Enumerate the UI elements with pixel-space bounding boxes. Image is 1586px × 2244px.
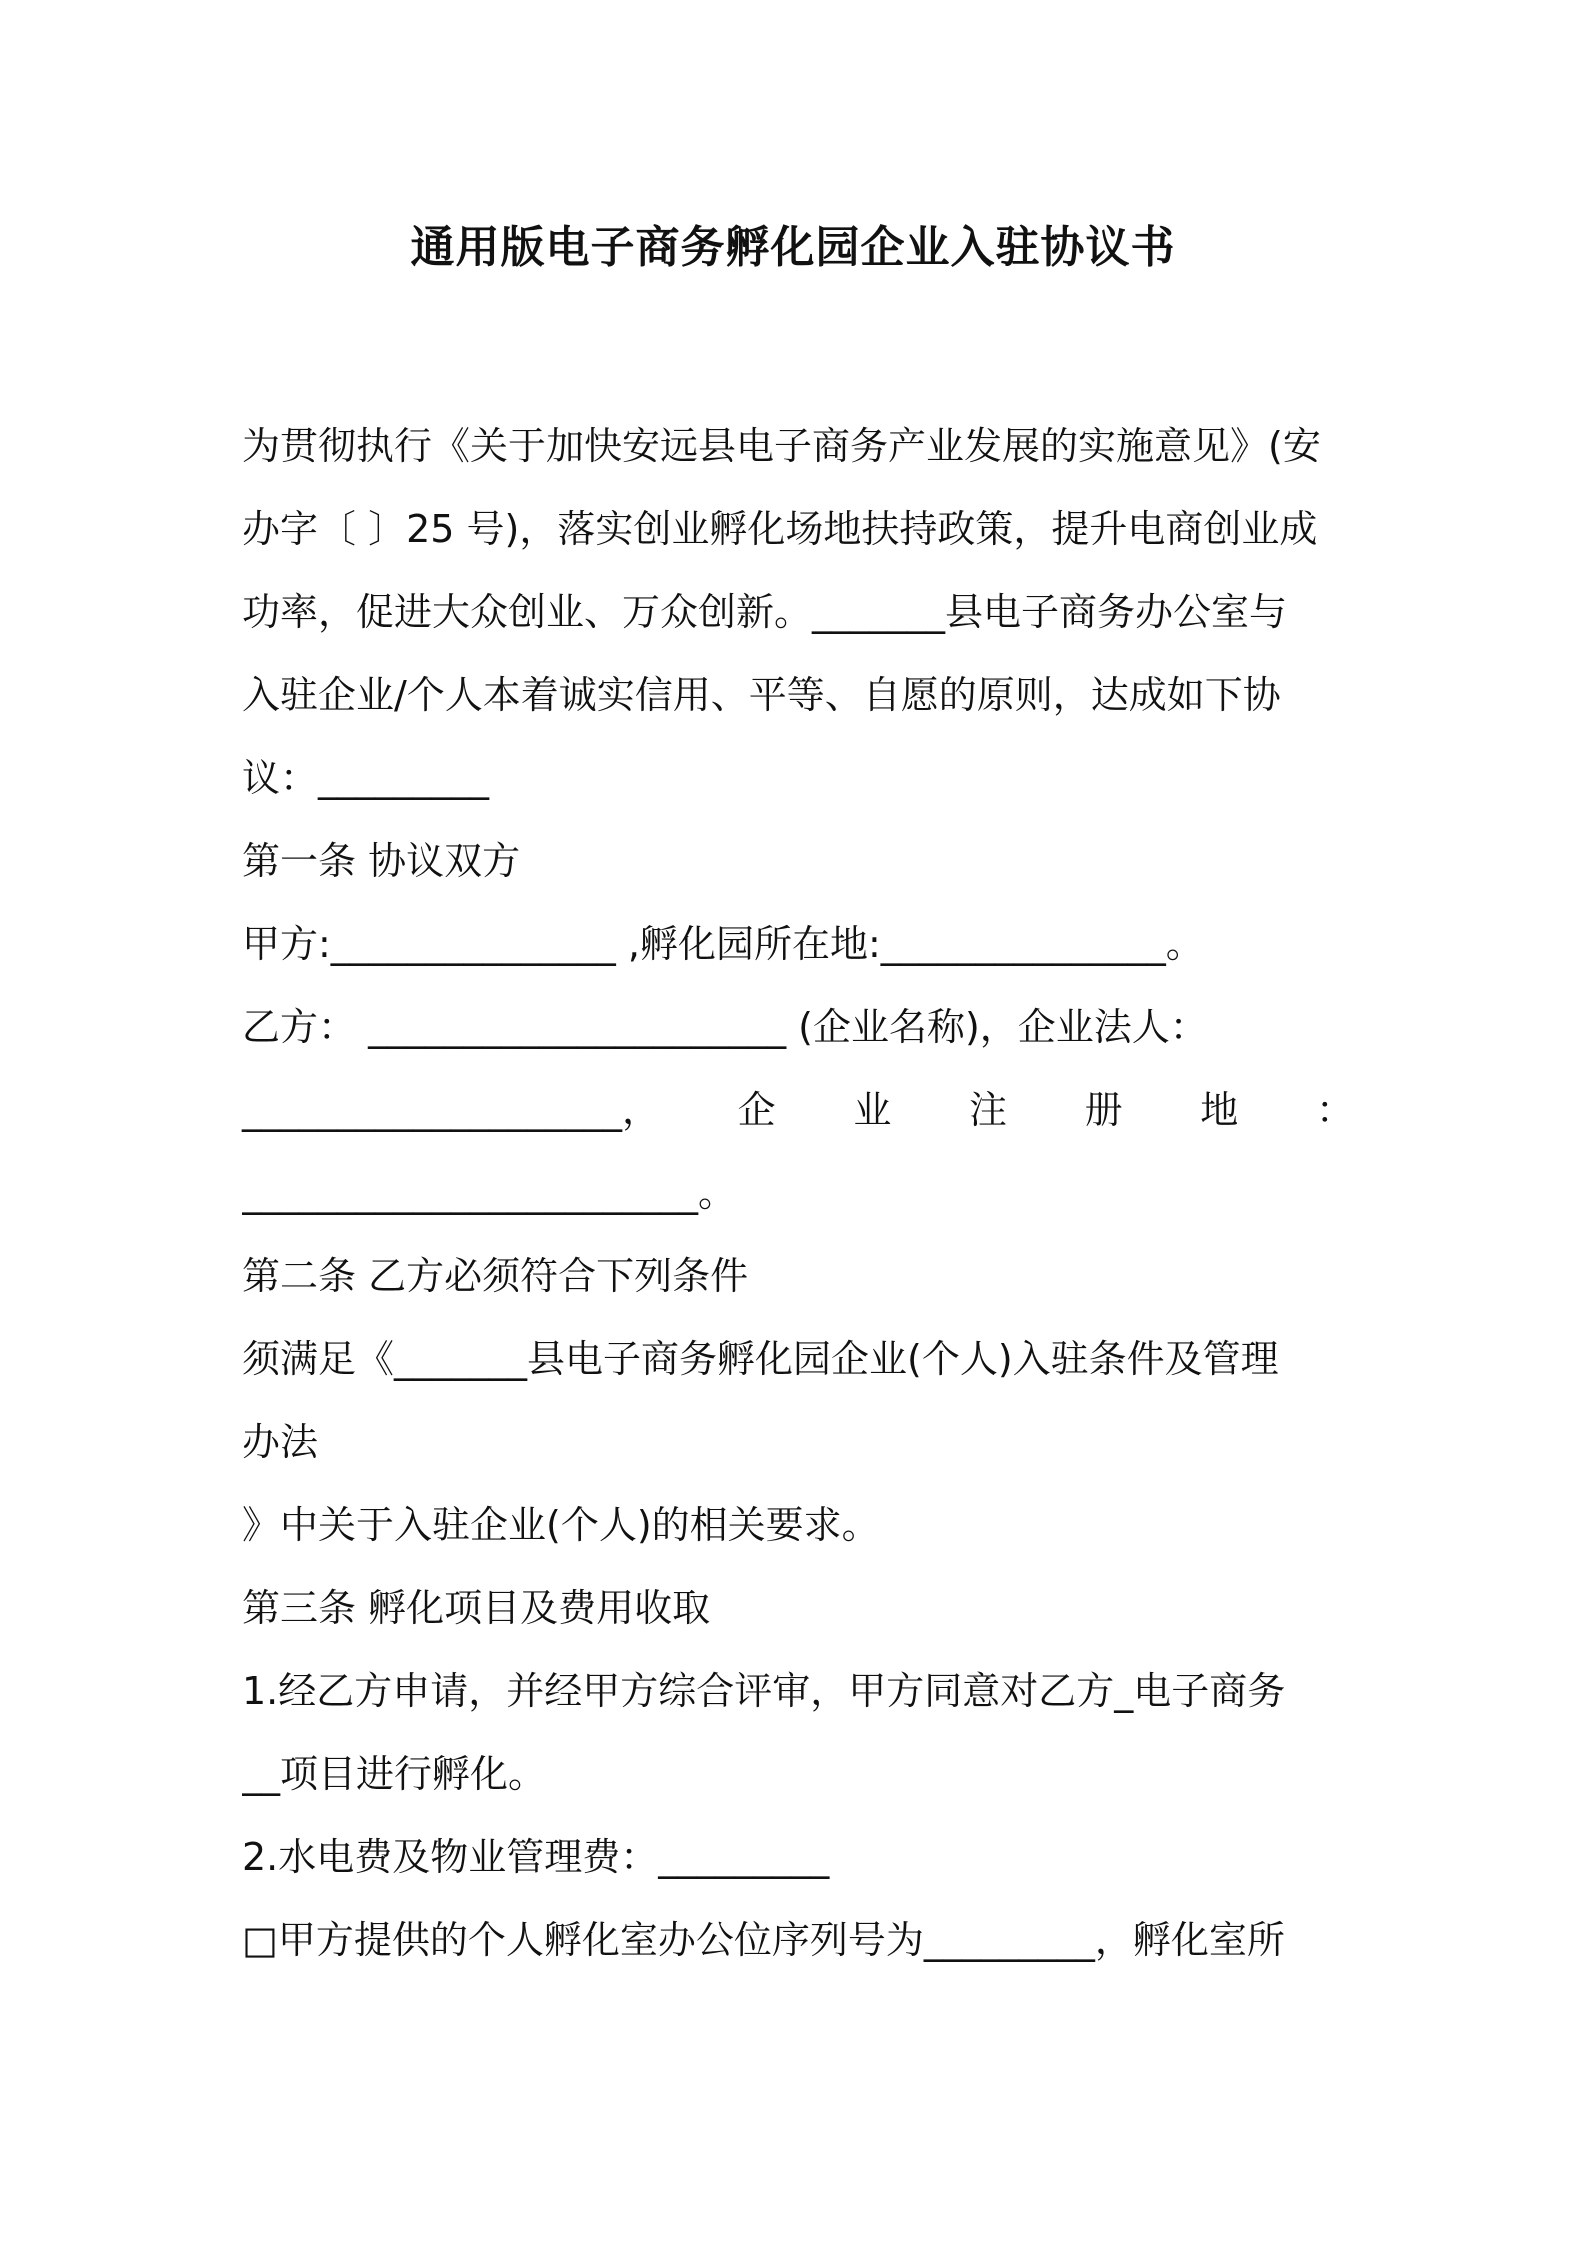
party-a-line: 甲方:_______________ ,孵化园所在地:_______________。 <box>242 922 1204 966</box>
paragraph-line: ________________________。 <box>242 1171 737 1215</box>
paragraph-line: 办字〔 〕25 号)，落实创业孵化场地扶持政策，提升电商创业成 <box>242 507 1318 551</box>
paragraph-line: 2.水电费及物业管理费：_________ <box>242 1835 830 1879</box>
document-body <box>242 405 1354 1982</box>
registered-address-line <box>242 1069 1354 1152</box>
article-2-heading: 第二条 乙方必须符合下列条件 <box>242 1254 749 1298</box>
article-1-heading: 第一条 协议双方 <box>242 839 521 883</box>
document-title: 通用版电子商务孵化园企业入驻协议书 <box>410 222 1176 273</box>
spread-char: ： <box>1315 1088 1354 1132</box>
spread-char: 企 <box>737 1088 776 1132</box>
paragraph-line: 办法 <box>242 1420 319 1464</box>
paragraph-line: 1.经乙方申请，并经甲方综合评审，甲方同意对乙方_电子商务 <box>242 1669 1286 1713</box>
spread-char: 业 <box>853 1088 892 1132</box>
paragraph-line: 入驻企业/个人本着诚实信用、平等、自愿的原则，达成如下协 <box>242 673 1281 717</box>
paragraph-line: 功率，促进大众创业、万众创新。_______县电子商务办公室与 <box>242 590 1288 634</box>
article-3-heading: 第三条 孵化项目及费用收取 <box>242 1586 711 1630</box>
legal-person-blank: ____________________， <box>242 1088 661 1132</box>
checkbox-line: □甲方提供的个人孵化室办公位序列号为_________，孵化室所 <box>242 1918 1285 1962</box>
paragraph-line: __项目进行孵化。 <box>242 1752 547 1796</box>
spread-char: 册 <box>1084 1088 1123 1132</box>
spread-char: 地 <box>1200 1088 1239 1132</box>
spread-char: 注 <box>968 1088 1007 1132</box>
paragraph-line: 议：_________ <box>242 756 490 800</box>
party-b-line: 乙方： ______________________ (企业名称)，企业法人： <box>242 1005 1208 1049</box>
paragraph-line: 须满足《_______县电子商务孵化园企业(个人)入驻条件及管理 <box>242 1337 1279 1381</box>
paragraph-line: 》中关于入驻企业(个人)的相关要求。 <box>242 1503 880 1547</box>
paragraph-line: 为贯彻执行《关于加快安远县电子商务产业发展的实施意见》(安 <box>242 424 1321 468</box>
